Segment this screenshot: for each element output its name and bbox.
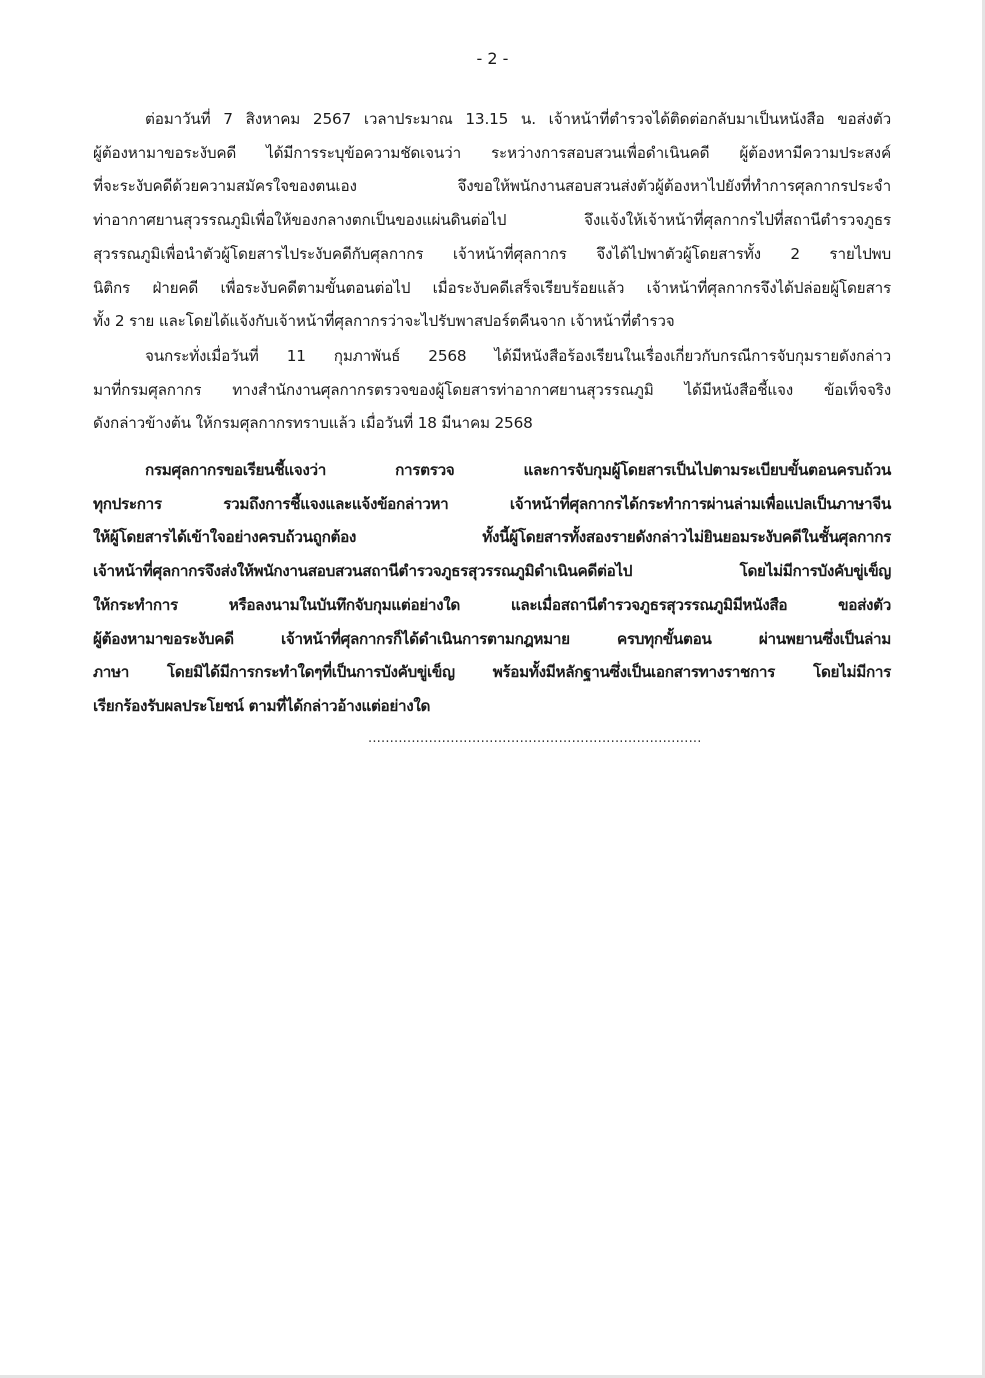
paragraph-line: ดังกล่าวข้างต้น ให้กรมศุลกากรทราบแล้ว เมื่อวันที่ 18 มีนาคม 2568 xyxy=(93,414,533,433)
paragraph-line: เจ้าหน้าที่ศุลกากรจึงส่งให้พนักงานสอบสวนสถานีตำรวจภูธรสุวรรณภูมิดำเนินคดีต่อไป โดยไม่มีการบังคับขู่เข็ญ xyxy=(93,562,891,581)
paragraph-line: ผู้ต้องหามาขอระงับคดี ได้มีการระบุข้อความชัดเจนว่า ระหว่างการสอบสวนเพื่อดำเนินคดี ผู้ต้องหามีความประสงค์ xyxy=(93,143,891,162)
page-number: - 2 - xyxy=(476,49,509,68)
paragraph-line: ท่าอากาศยานสุวรรณภูมิเพื่อให้ของกลางตกเป็นของแผ่นดินต่อไป จึงแจ้งให้เจ้าหน้าที่ศุลกากรไปที่สถานีตำรวจภูธร xyxy=(93,211,891,230)
paragraph-line: จนกระทั่งเมื่อวันที่ 11 กุมภาพันธ์ 2568 ได้มีหนังสือร้องเรียนในเรื่องเกี่ยวกับกรณีการจับกุมรายดังกล่าว xyxy=(145,347,891,365)
paragraph-complaint xyxy=(93,340,891,441)
paragraph-line: ให้ผู้โดยสารได้เข้าใจอย่างครบถ้วนถูกต้อง ทั้งนี้ผู้โดยสารทั้งสองรายดังกล่าวไม่ยินยอมระงับคดีในชั้นศุลกากร xyxy=(93,528,891,547)
end-of-document-dotted-line: ............................................................................. xyxy=(368,731,702,746)
paragraph-line: ผู้ต้องหามาขอระงับคดี เจ้าหน้าที่ศุลกากรก็ได้ดำเนินการตามกฎหมาย ครบทุกขั้นตอน ผ่านพยานซึ่งเป็นล่าม xyxy=(93,629,891,648)
paragraph-line: ที่จะระงับคดีด้วยความสมัครใจของตนเอง จึงขอให้พนักงานสอบสวนส่งตัวผู้ต้องหาไปยังที่ทำการศุลกากรประจำ xyxy=(93,177,891,196)
paragraph-line: ให้กระทำการ หรือลงนามในบันทึกจับกุมแต่อย่างใด และเมื่อสถานีตำรวจภูธรสุวรรณภูมิมีหนังสือ ขอส่งตัว xyxy=(93,595,891,614)
paragraph-clarification xyxy=(93,454,891,724)
paragraph-line: สุวรรณภูมิเพื่อนำตัวผู้โดยสารไประงับคดีกับศุลกากร เจ้าหน้าที่ศุลกากร จึงได้ไปพาตัวผู้โดยสารทั้ง 2 รายไปพบ xyxy=(93,244,891,263)
paragraph-line: ทุกประการ รวมถึงการชี้แจงและแจ้งข้อกล่าวหา เจ้าหน้าที่ศุลกากรได้กระทำการผ่านล่ามเพื่อแปลเป็นภาษาจีน xyxy=(93,494,891,513)
paragraph-line: ต่อมาวันที่ 7 สิงหาคม 2567 เวลาประมาณ 13.15 น. เจ้าหน้าที่ตำรวจได้ติดต่อกลับมาเป็นหนังสือ ขอส่งตัว xyxy=(145,110,891,128)
paragraph-line: ทั้ง 2 ราย และโดยได้แจ้งกับเจ้าหน้าที่ศุลกากรว่าจะไปรับพาสปอร์ตคืนจาก เจ้าหน้าที่ตำรวจ xyxy=(93,312,675,331)
paragraph-line: ภาษา โดยมิได้มีการกระทำใดๆที่เป็นการบังคับขู่เข็ญ พร้อมทั้งมีหลักฐานซึ่งเป็นเอกสารทางราชการ โดยไม่มีการ xyxy=(93,663,891,682)
paragraph-line: นิติกร ฝ่ายคดี เพื่อระงับคดีตามขั้นตอนต่อไป เมื่อระงับคดีเสร็จเรียบร้อยแล้ว เจ้าหน้าที่ศุลกากรจึงได้ปล่อยผู้โดยสาร xyxy=(93,278,891,297)
paragraph-line: กรมศุลกากรขอเรียนชี้แจงว่า การตรวจ และการจับกุมผู้โดยสารเป็นไปตามระเบียบขั้นตอนครบถ้วน xyxy=(145,461,891,479)
paragraph-police-contact xyxy=(93,103,891,339)
paragraph-line: มาที่กรมศุลกากร ทางสำนักงานศุลกากรตรวจของผู้โดยสารท่าอากาศยานสุวรรณภูมิ ได้มีหนังสือชี้แจง ข้อเท็จจริง xyxy=(93,380,891,399)
paragraph-line: เรียกร้องรับผลประโยชน์ ตามที่ได้กล่าวอ้างแต่อย่างใด xyxy=(93,696,431,715)
